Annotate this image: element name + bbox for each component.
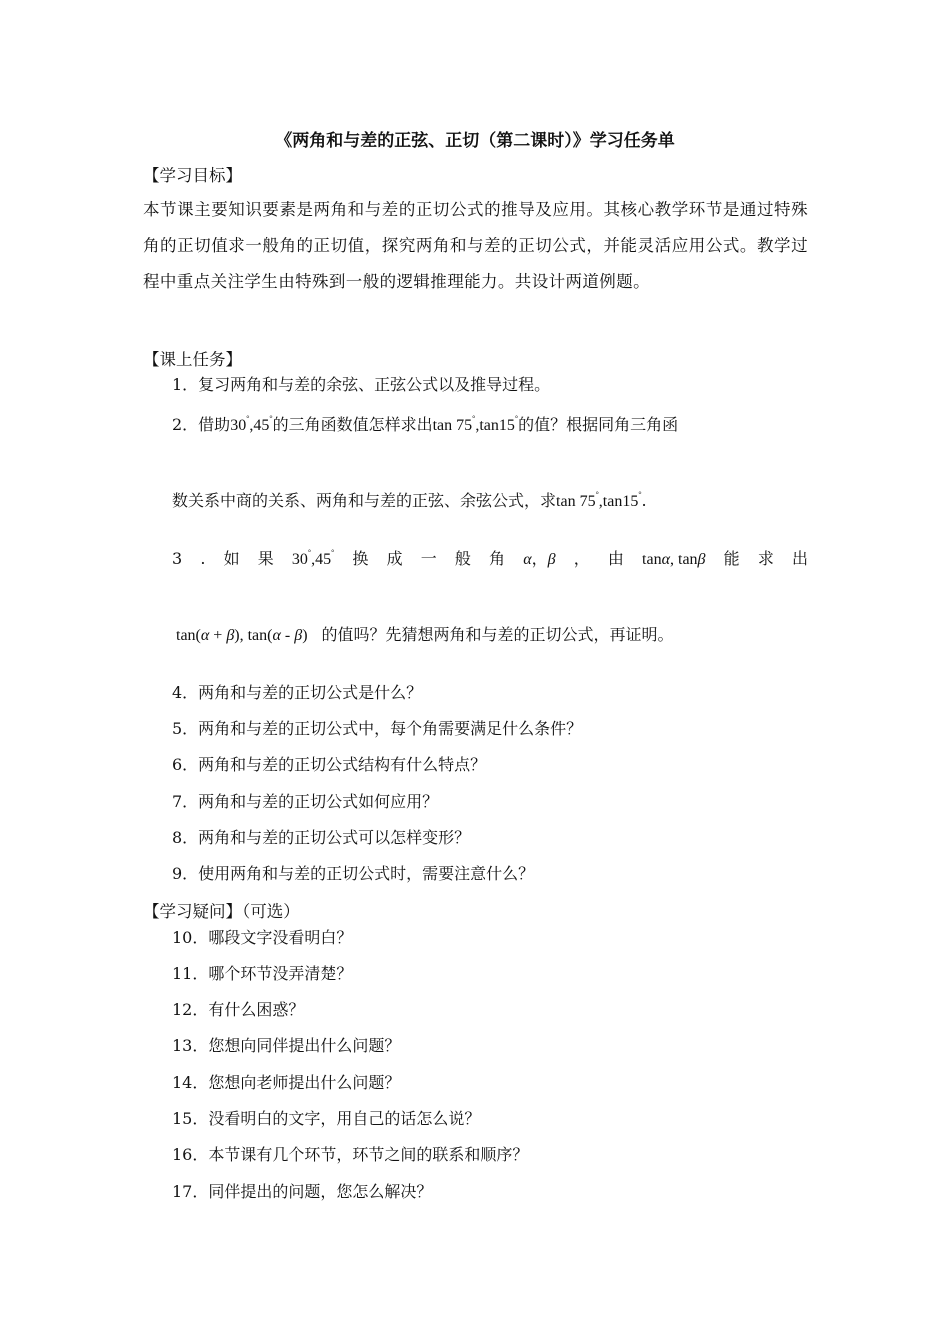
objectives-text: 本节课主要知识要素是两角和与差的正切公式的推导及应用。其核心教学环节是通过特殊角的正切值求一般角的正切值，探究两角和与差的正切公式，并能灵活应用公式。教学过程中重点关注学生由特殊到一般的逻辑推理能力。共设计两道例题。 (143, 200, 808, 291)
task-item-7: 7．两角和与差的正切公式如何应用？ (172, 792, 439, 811)
degree-mark: ° (595, 490, 599, 499)
math-tan-sum-diff: tan(α + β), tan(α - β) (176, 627, 308, 644)
task2-text-a: 2．借助 (172, 415, 231, 434)
task3-word: 果 (257, 549, 274, 568)
task3-dot: . (200, 549, 206, 568)
math-30-45: 30°,45° (291, 548, 335, 568)
task3-word: 换 (352, 549, 369, 568)
task3-word: 成 (386, 549, 403, 568)
task-item-2-line2 (172, 488, 647, 511)
questions-heading: 【学习疑问】（可选） (143, 902, 300, 921)
math-tan-alpha-tan-beta: tanα, tanβ (642, 551, 706, 568)
math-tan75: tan 75 (556, 493, 596, 510)
task3-word: 求 (757, 549, 774, 568)
degree-mark: ° (269, 414, 273, 423)
math-45: ,45 (249, 417, 270, 434)
question-item-12: 12．有什么困惑？ (172, 1000, 305, 1019)
task-item-6: 6．两角和与差的正切公式结构有什么特点？ (172, 755, 487, 774)
question-item-14: 14．您想向老师提出什么问题？ (172, 1073, 401, 1092)
question-item-10: 10．哪段文字没看明白？ (172, 928, 353, 947)
math-tan15: ,tan15 (475, 417, 515, 434)
task-item-9: 9．使用两角和与差的正切公式时，需要注意什么？ (172, 864, 535, 883)
question-item-11: 11．哪个环节没弄清楚？ (172, 964, 353, 983)
task3-word: 能 (723, 549, 740, 568)
task-item-5: 5．两角和与差的正切公式中，每个角需要满足什么条件？ (172, 719, 583, 738)
math-30: 30 (230, 417, 247, 434)
task3-word: 由 (607, 549, 624, 568)
task-item-4: 4．两角和与差的正切公式是什么？ (172, 683, 423, 702)
math-tan15: ,tan15 (598, 493, 639, 510)
question-item-15: 15．没看明白的文字，用自己的话怎么说？ (172, 1109, 481, 1128)
tasks-heading: 【课上任务】 (143, 350, 242, 369)
task3-tail: 的值吗？先猜想两角和与差的正切公式，再证明。 (321, 625, 674, 644)
question-item-16: 16．本节课有几个环节，环节之间的联系和顺序？ (172, 1145, 529, 1164)
math-alpha-beta: α，β (523, 551, 556, 568)
task-item-3-line2 (176, 622, 674, 645)
degree-mark: ° (472, 414, 476, 423)
degree-mark: ° (638, 490, 642, 499)
task3-word: 一 (420, 549, 437, 568)
task2-text-b: 的三角函数值怎样求出 (272, 415, 433, 434)
objectives-heading: 【学习目标】 (143, 166, 242, 185)
question-item-13: 13．您想向同伴提出什么问题？ (172, 1036, 401, 1055)
degree-mark: ° (246, 414, 250, 423)
document-title: 《两角和与差的正弦、正切（第二课时）》学习任务单 (275, 131, 675, 151)
task2-text-c: 的值？根据同角三角函 (518, 415, 679, 434)
task3-comma: ， (573, 549, 590, 568)
question-item-17: 17．同伴提出的问题，您怎么解决？ (172, 1182, 433, 1201)
task3-word: 角 (489, 549, 506, 568)
task-item-1: 1．复习两角和与差的余弦、正弦公式以及推导过程。 (172, 375, 551, 394)
math-tan75: tan 75 (432, 417, 473, 434)
degree-mark: ° (514, 414, 519, 423)
task-item-2-line1 (172, 412, 678, 435)
task3-word: 如 (223, 549, 240, 568)
task-item-8: 8．两角和与差的正切公式可以怎样变形？ (172, 828, 471, 847)
task3-word: 出 (791, 549, 808, 568)
task3-word: 般 (454, 549, 471, 568)
task2-text-e: . (641, 491, 647, 510)
task3-number: 3 (172, 549, 183, 568)
task2-text-d: 数关系中商的关系、两角和与差的正弦、余弦公式，求 (172, 491, 557, 510)
task-item-3-line1 (172, 546, 808, 569)
